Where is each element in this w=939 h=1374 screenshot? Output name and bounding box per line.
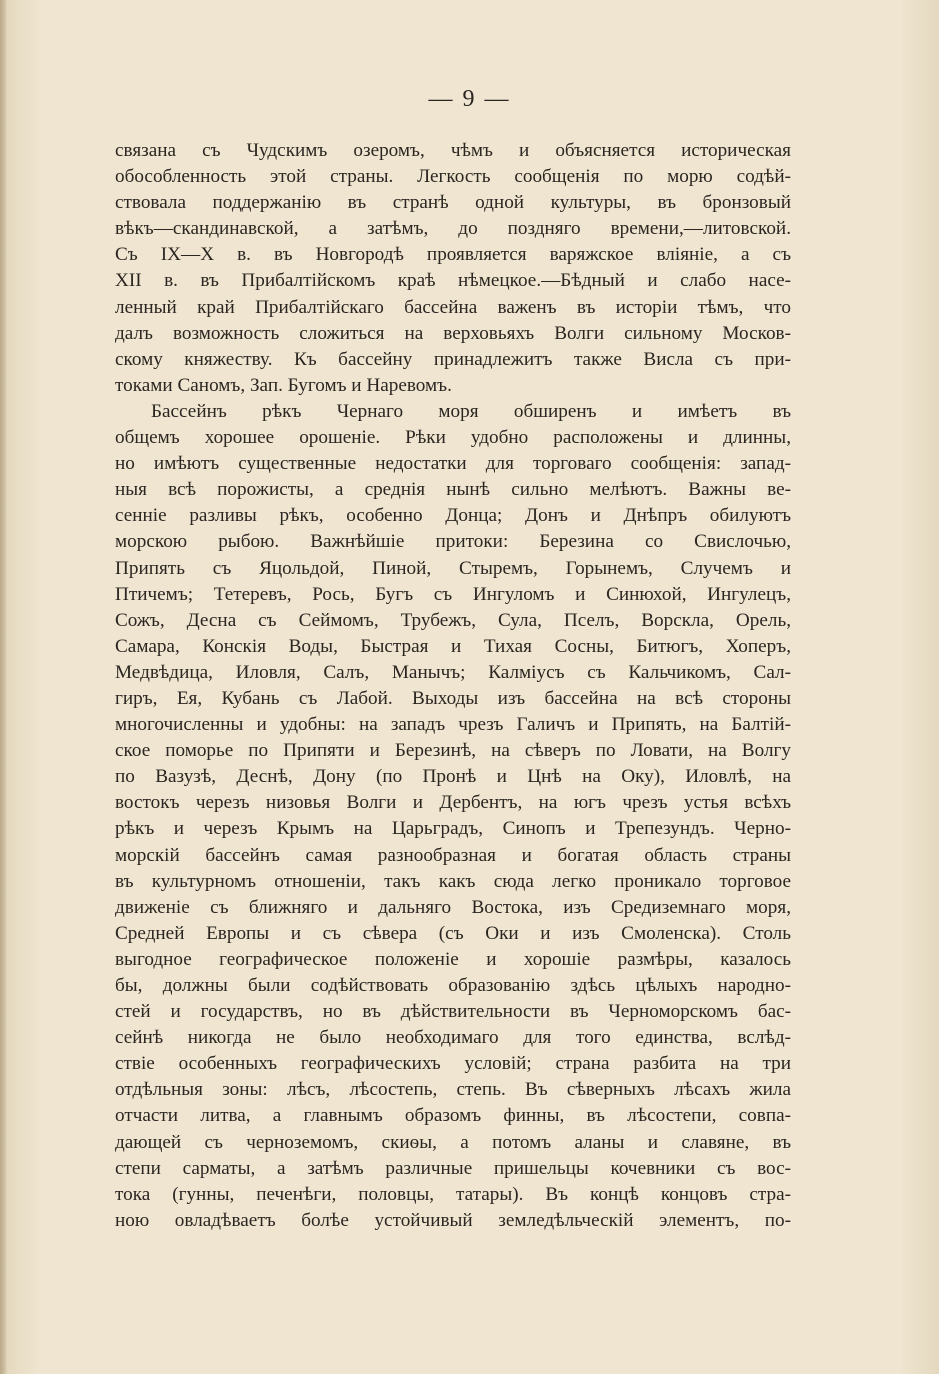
text-line: Съ IX—X в. въ Новгородѣ проявляется варяжское вліяніе, а съ [115, 244, 791, 266]
body-text [115, 138, 791, 1234]
page-binding-edge [0, 0, 6, 1374]
text-line: ское поморье по Припяти и Березинѣ, на сѣверъ по Ловати, на Волгу [115, 740, 791, 762]
text-line: выгодное географическое положеніе и хорошіе размѣры, казалось [115, 948, 791, 970]
text-line: ленный край Прибалтійскаго бассейна важенъ въ исторіи тѣмъ, что [115, 296, 791, 318]
text-line: по Вазузѣ, Деснѣ, Дону (по Пронѣ и Цнѣ на Оку), Иловлѣ, на [115, 766, 791, 788]
text-line: сенніе разливы рѣкъ, особенно Донца; Донъ и Днѣпръ обилуютъ [115, 505, 791, 527]
text-line: дающей съ черноземомъ, скиѳы, а потомъ аланы и славяне, въ [115, 1131, 791, 1153]
text-line: Самара, Конскія Воды, Быстрая и Тихая Сосны, Битюгъ, Хоперъ, [115, 635, 791, 657]
text-line: Медвѣдица, Иловля, Салъ, Манычъ; Калміусъ съ Кальчикомъ, Сал- [115, 661, 791, 683]
text-line: Птичемъ; Тетеревъ, Рось, Бугъ съ Ингуломъ и Синюхой, Ингулецъ, [115, 583, 791, 605]
text-line: движеніе съ ближняго и дальняго Востока, изъ Средиземнаго моря, [115, 896, 791, 918]
text-line: тока (гунны, печенѣги, половцы, татары). Въ концѣ концовъ стра- [115, 1183, 791, 1205]
text-line: отчасти литва, а главнымъ образомъ финны, въ лѣсостепи, совпа- [115, 1105, 791, 1127]
text-line: морскій бассейнъ самая разнообразная и богатая область страны [115, 844, 791, 866]
text-line: общемъ хорошее орошеніе. Рѣки удобно расположены и длинны, [115, 427, 791, 449]
text-line: Бассейнъ рѣкъ Чернаго моря обширенъ и имѣетъ въ [151, 400, 791, 422]
text-line: въ культурномъ отношеніи, такъ какъ сюда легко проникало торговое [115, 870, 791, 892]
text-line: но имѣютъ существенные недостатки для торговаго сообщенія: запад- [115, 453, 791, 475]
text-line: многочисленны и удобны: на западъ чрезъ Галичъ и Припять, на Балтій- [115, 714, 791, 736]
page-number: — 9 — [428, 86, 511, 112]
text-line: токами Саномъ, Зап. Бугомъ и Наревомъ. [115, 374, 452, 396]
text-line: востокъ черезъ низовья Волги и Дербентъ, на югъ чрезъ устья всѣхъ [115, 792, 791, 814]
text-line: морскою рыбою. Важнѣйшіе притоки: Березина со Свислочью, [115, 531, 791, 553]
text-line: рѣкъ и черезъ Крымъ на Царьградъ, Синопъ и Трепезундъ. Черно- [115, 818, 791, 840]
text-line: Сожъ, Десна съ Сеймомъ, Трубежъ, Сула, Пселъ, Ворскла, Орель, [115, 609, 791, 631]
text-line: далъ возможность сложиться на верховьяхъ Волги сильному Москов- [115, 322, 791, 344]
text-line: связана съ Чудскимъ озеромъ, чѣмъ и объясняется историческая [115, 140, 791, 161]
text-line: Средней Европы и съ сѣвера (съ Оки и изъ Смоленска). Столь [115, 922, 791, 944]
text-line: ныя всѣ порожисты, а среднія нынѣ сильно мелѣютъ. Важны ве- [115, 479, 791, 501]
text-line: XII в. въ Прибалтійскомъ краѣ нѣмецкое.—Бѣдный и слабо насе- [115, 270, 791, 292]
text-line: степи сарматы, а затѣмъ различные пришельцы кочевники съ вос- [115, 1157, 791, 1179]
text-line: ствіе особенныхъ географическихъ условій; страна разбита на три [115, 1053, 791, 1075]
text-line: бы, должны были содѣйствовать образованію здѣсь цѣлыхъ народно- [115, 975, 791, 996]
text-line: скому княжеству. Къ бассейну принадлежитъ также Висла съ при- [115, 348, 791, 370]
text-line: Припять съ Яцольдой, Пиной, Стыремъ, Горынемъ, Случемъ и [115, 557, 791, 579]
text-line: ствовала поддержанію въ странѣ одной культуры, въ бронзовый [115, 192, 791, 214]
text-line: гиръ, Ея, Кубань съ Лабой. Выходы изъ бассейна на всѣ стороны [115, 687, 791, 709]
text-line: вѣкъ—скандинавской, а затѣмъ, до поздняго времени,—литовской. [115, 218, 791, 240]
text-line: обособленность этой страны. Легкость сообщенія по морю содѣй- [115, 166, 791, 188]
text-line: стей и государствъ, но въ дѣйствительности въ Черноморскомъ бас- [115, 1001, 791, 1023]
text-line: сейнѣ никогда не было необходимаго для того единства, вслѣд- [115, 1027, 791, 1049]
text-line: отдѣльныя зоны: лѣсъ, лѣсостепь, степь. Въ сѣверныхъ лѣсахъ жила [115, 1079, 791, 1101]
text-line: ною овладѣваетъ болѣе устойчивый земледѣльческій элементъ, по- [115, 1209, 791, 1231]
